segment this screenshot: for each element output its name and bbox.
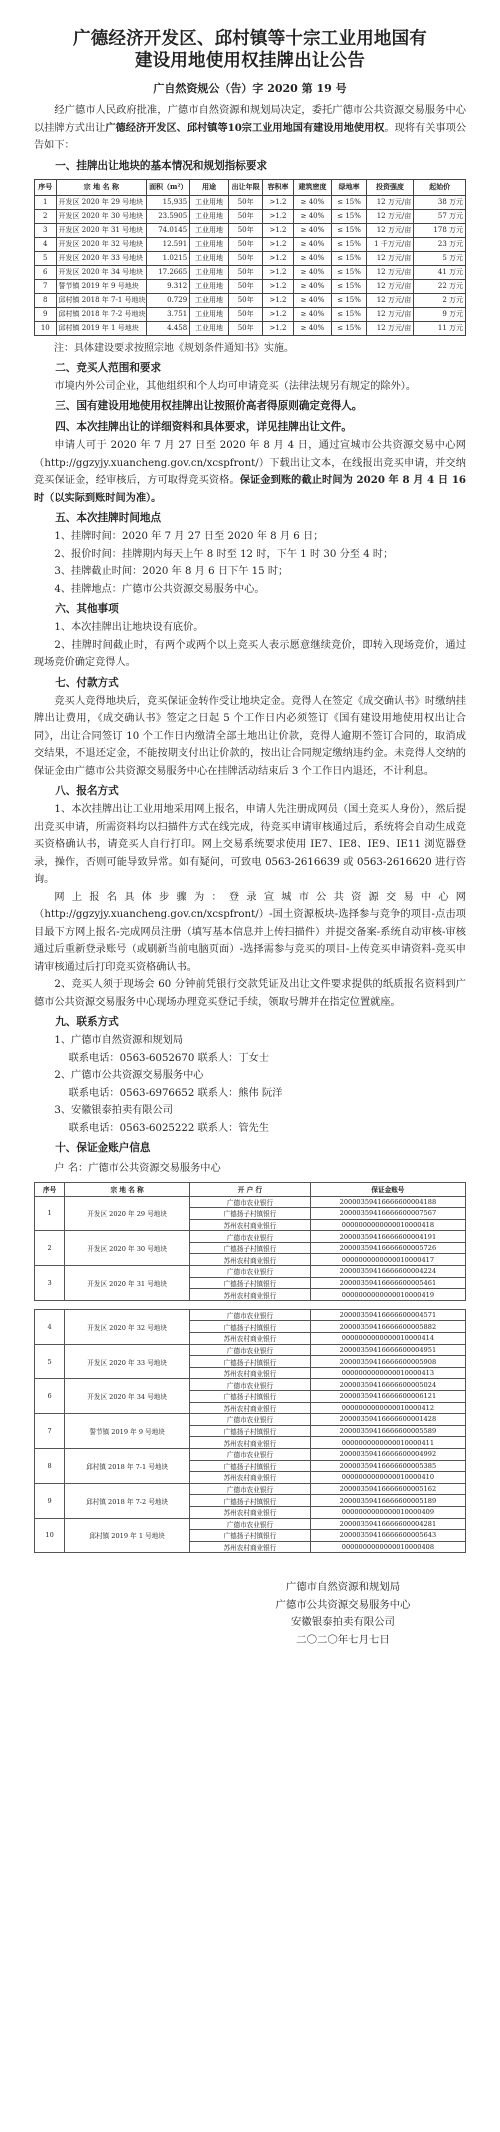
deposit-account-number: 20000359416666600004951 — [310, 1344, 465, 1356]
title-line-1: 广德经济开发区、邱村镇等十宗工业用地国有 — [73, 29, 427, 49]
parcel-cell: ≥ 40% — [293, 293, 332, 307]
account-name: 户 名：广德市公共资源交易服务中心 — [54, 1163, 221, 1174]
parcel-cell: 12 万元/亩 — [366, 195, 413, 209]
parcel-cell: ≥ 40% — [293, 307, 332, 321]
deposit-bank-name: 苏州农村商业银行 — [190, 1254, 311, 1266]
parcel-cell: ≤ 15% — [332, 251, 366, 265]
parcel-table-row — [35, 223, 466, 237]
deposit-table-header — [35, 1182, 466, 1196]
parcel-cell: ≤ 15% — [332, 265, 366, 279]
parcel-cell: >1.2 — [263, 279, 293, 293]
contact-info-1: 联系电话：0563-6052670 联系人：丁女士 — [68, 1052, 269, 1064]
deposit-table-row — [35, 1309, 466, 1321]
section-8-heading: 八、报名方式 — [55, 785, 119, 797]
parcel-cell: 工业用地 — [190, 307, 229, 321]
parcel-cell: >1.2 — [263, 293, 293, 307]
parcel-cell: ≤ 15% — [332, 307, 366, 321]
parcel-header-cell: 绿地率 — [332, 179, 366, 195]
deposit-account-number: 20000359416666600005643 — [310, 1530, 465, 1542]
parcel-cell: 50年 — [228, 307, 262, 321]
deposit-account-number: 20000359416666600004188 — [310, 1196, 465, 1208]
section-5-item-4: 4、挂牌地点：广德市公共资源交易服务中心。 — [54, 583, 265, 595]
deposit-lot-number: 9 — [35, 1483, 65, 1518]
section-2-text: 市境内外公司企业，其他组织和个人均可申请竞买（法律法规另有规定的除外）。 — [54, 380, 417, 392]
section-5-item-3: 3、挂牌截止时间：2020 年 8 月 6 日下午 15 时； — [54, 566, 289, 577]
parcel-cell: 工业用地 — [190, 251, 229, 265]
parcel-cell: 12.591 — [147, 237, 190, 251]
deposit-account-number: 20000359416666600001428 — [310, 1414, 465, 1426]
parcel-cell: 12 万元/亩 — [366, 223, 413, 237]
deposit-lot-number: 5 — [35, 1344, 65, 1379]
parcel-cell: 8 — [35, 293, 57, 307]
deposit-account-number: 20000359416666600004281 — [310, 1518, 465, 1530]
deposit-table-row — [35, 1231, 466, 1243]
deposit-lot-name: 开发区 2020 年 32 号地块 — [65, 1309, 190, 1344]
deposit-lot-number: 2 — [35, 1231, 65, 1266]
contact-info-2: 联系电话：0563-6976652 联系人：熊伟 阮洋 — [68, 1087, 283, 1099]
parcel-cell: 1.0215 — [147, 251, 190, 265]
deposit-bank-name: 广德市农业银行 — [190, 1379, 311, 1391]
parcel-table-row — [35, 307, 466, 321]
parcel-cell: 9.312 — [147, 279, 190, 293]
deposit-bank-name: 广德市农业银行 — [190, 1196, 311, 1208]
deposit-bank-name: 苏州农村商业银行 — [190, 1402, 311, 1414]
parcel-cell: ≤ 15% — [332, 209, 366, 223]
deposit-table-row — [35, 1414, 466, 1426]
parcel-table-row — [35, 279, 466, 293]
section-7-heading: 七、付款方式 — [55, 676, 119, 689]
deposit-bank-name: 苏州农村商业银行 — [190, 1506, 311, 1518]
deposit-account-number: 20000359416666600006121 — [310, 1391, 465, 1403]
contact-org-2: 2、广德市公共资源交易服务中心 — [54, 1070, 204, 1081]
deposit-account-number: 0000000000000010000417 — [310, 1254, 465, 1266]
parcel-cell: ≤ 15% — [332, 321, 366, 335]
deposit-account-number: 0000000000000010000410 — [310, 1472, 465, 1484]
deposit-table-row — [35, 1518, 466, 1530]
parcel-cell: 3.751 — [147, 307, 190, 321]
parcel-cell: 12 万元/亩 — [366, 321, 413, 335]
parcel-header-cell: 宗 地 名 称 — [56, 179, 147, 195]
deposit-account-table-a — [34, 1182, 466, 1301]
parcel-header-cell: 起始价 — [414, 179, 466, 195]
parcel-cell: 178 万元 — [414, 223, 466, 237]
parcel-table-row — [35, 237, 466, 251]
parcel-cell: 12 万元/亩 — [366, 265, 413, 279]
deposit-header-cell: 宗 地 名 称 — [65, 1182, 190, 1196]
section-1-note: 注：具体建设要求按照宗地《规划条件通知书》实施。 — [54, 342, 294, 354]
parcel-cell: ≤ 15% — [332, 279, 366, 293]
parcel-cell: 工业用地 — [190, 321, 229, 335]
parcel-table-row — [35, 209, 466, 223]
deposit-account-table-b — [34, 1309, 466, 1553]
parcel-cell: 工业用地 — [190, 265, 229, 279]
deposit-bank-name: 广德市农业银行 — [190, 1518, 311, 1530]
deposit-bank-name: 广德扬子村镇银行 — [190, 1530, 311, 1542]
deposit-lot-number: 1 — [35, 1196, 65, 1231]
parcel-cell: 50年 — [228, 265, 262, 279]
section-6-item-1: 1、本次挂牌出让地块设有底价。 — [54, 622, 204, 633]
parcel-cell: >1.2 — [263, 307, 293, 321]
parcel-cell: ≥ 40% — [293, 321, 332, 335]
parcel-cell: 9 — [35, 307, 57, 321]
parcel-cell: 4 — [35, 237, 57, 251]
deposit-lot-number: 10 — [35, 1518, 65, 1553]
deposit-bank-name: 苏州农村商业银行 — [190, 1367, 311, 1379]
parcel-header-cell: 用途 — [190, 179, 229, 195]
deposit-account-number: 0000000000000010000408 — [310, 1541, 465, 1553]
section-5-item-2: 2、报价时间：挂牌期内每天上午 8 时至 12 时，下午 1 时 30 分至 4 时； — [54, 548, 394, 560]
deposit-bank-name: 广德扬子村镇银行 — [190, 1356, 311, 1368]
deposit-bank-name: 广德市农业银行 — [190, 1309, 311, 1321]
parcel-cell: 12 万元/亩 — [366, 279, 413, 293]
parcel-cell: 邱村镇 2018 年 7-1 号地块 — [56, 293, 147, 307]
parcel-cell: >1.2 — [263, 237, 293, 251]
deposit-bank-name: 苏州农村商业银行 — [190, 1541, 311, 1553]
section-8-para-3: 2、竞买人须于现场会 60 分钟前凭银行交款凭证及出让文件要求提供的纸质报名资料到广德市公共资源交易服务中心现场办理竞买登记手续，领取号牌并在指定位置就座。 — [34, 979, 466, 1008]
section-4-text — [34, 437, 466, 507]
section-4-text-a: 申请人可于 2020 年 7 月 27 日至 2020 年 8 月 4 日，通过宣城市公共资源交易中心网（http://ggzyjy.xuancheng.gov.cn/xcspfront/）下载出让文本，在线报出竞买申请，并交纳竞买保证金，经审核后，方可取得竞买资格。 — [34, 440, 466, 486]
deposit-bank-name: 广德扬子村镇银行 — [190, 1460, 311, 1472]
parcel-cell: 74.0145 — [147, 223, 190, 237]
parcel-cell: 6 — [35, 265, 57, 279]
parcel-cell: 12 万元/亩 — [366, 209, 413, 223]
parcel-cell: >1.2 — [263, 223, 293, 237]
deposit-lot-name: 开发区 2020 年 29 号地块 — [65, 1196, 190, 1231]
contact-info-3: 联系电话：0563-6025222 联系人：管先生 — [68, 1122, 269, 1134]
intro-paragraph — [34, 102, 466, 155]
deposit-account-number: 20000359416666600005589 — [310, 1425, 465, 1437]
deposit-account-number: 20000359416666600004191 — [310, 1231, 465, 1243]
parcel-cell: 工业用地 — [190, 195, 229, 209]
deposit-bank-name: 广德扬子村镇银行 — [190, 1321, 311, 1333]
deposit-bank-name: 苏州农村商业银行 — [190, 1333, 311, 1345]
parcel-header-cell: 投资强度 — [366, 179, 413, 195]
parcel-cell: 开发区 2020 年 32 号地块 — [56, 237, 147, 251]
parcel-cell: 41 万元 — [414, 265, 466, 279]
parcel-cell: ≥ 40% — [293, 223, 332, 237]
section-7-text: 竞买人竞得地块后，竞买保证金转作受让地块定金。竞得人在签定《成交确认书》时缴纳挂牌出让费用，《成交确认书》签定之日起 5 个工作日内必须签订《国有建设用地使用权出让合同》，出让合同签订 10 个工作日内缴清全部土地出让价款，竞得人逾期不签订合同的，取消成交结果，不退还定金，不能按期支付出让价款的，按出让合同规定缴纳违约金。未竞得人交纳的保证金由广德市公共资源交易服务中心在挂牌活动结束后 3 个工作日内退还，不计利息。 — [34, 695, 466, 777]
deposit-lot-number: 8 — [35, 1448, 65, 1483]
deposit-table-row — [35, 1266, 466, 1278]
parcel-cell: 12 万元/亩 — [366, 307, 413, 321]
deposit-bank-name: 广德市农业银行 — [190, 1414, 311, 1426]
deposit-account-number: 20000359416666600004224 — [310, 1266, 465, 1278]
parcel-cell: 50年 — [228, 209, 262, 223]
parcel-table-header — [35, 179, 466, 195]
deposit-bank-name: 广德扬子村镇银行 — [190, 1495, 311, 1507]
deposit-table-row — [35, 1379, 466, 1391]
deposit-bank-name: 广德市农业银行 — [190, 1231, 311, 1243]
parcel-cell: 邱村镇 2019 年 1 号地块 — [56, 321, 147, 335]
parcel-cell: ≤ 15% — [332, 195, 366, 209]
parcel-cell: ≤ 15% — [332, 293, 366, 307]
parcel-cell: >1.2 — [263, 321, 293, 335]
parcel-cell: 开发区 2020 年 31 号地块 — [56, 223, 147, 237]
parcel-cell: 12 万元/亩 — [366, 251, 413, 265]
parcel-header-cell: 序号 — [35, 179, 57, 195]
title-line-2: 建设用地使用权挂牌出让公告 — [134, 51, 366, 71]
parcel-cell: ≥ 40% — [293, 209, 332, 223]
parcel-cell: 12 万元/亩 — [366, 293, 413, 307]
deposit-bank-name: 苏州农村商业银行 — [190, 1219, 311, 1231]
deposit-bank-name: 广德扬子村镇银行 — [190, 1391, 311, 1403]
deposit-lot-name: 开发区 2020 年 30 号地块 — [65, 1231, 190, 1266]
parcel-cell: 开发区 2020 年 30 号地块 — [56, 209, 147, 223]
parcel-cell: 38 万元 — [414, 195, 466, 209]
deposit-account-number: 20000359416666600005189 — [310, 1495, 465, 1507]
section-6-heading: 六、其他事项 — [55, 603, 119, 615]
parcel-cell: 22 万元 — [414, 279, 466, 293]
parcel-cell: >1.2 — [263, 195, 293, 209]
parcel-cell: ≤ 15% — [332, 237, 366, 251]
parcel-cell: 开发区 2020 年 34 号地块 — [56, 265, 147, 279]
parcel-cell: 7 — [35, 279, 57, 293]
document-title — [34, 28, 466, 72]
deposit-header-cell: 序号 — [35, 1182, 65, 1196]
deposit-lot-number: 3 — [35, 1266, 65, 1301]
parcel-cell: >1.2 — [263, 265, 293, 279]
parcel-cell: 工业用地 — [190, 223, 229, 237]
deposit-lot-number: 6 — [35, 1379, 65, 1414]
parcel-cell: 3 — [35, 223, 57, 237]
deposit-bank-name: 广德市农业银行 — [190, 1483, 311, 1495]
parcel-cell: 17.2665 — [147, 265, 190, 279]
parcel-cell: 50年 — [228, 251, 262, 265]
section-10-heading: 十、保证金账户信息 — [55, 1142, 151, 1154]
parcel-table-row — [35, 293, 466, 307]
deposit-bank-name: 苏州农村商业银行 — [190, 1289, 311, 1301]
deposit-lot-name: 誓节镇 2019 年 9 号地块 — [65, 1414, 190, 1449]
deposit-table-body-a — [35, 1196, 466, 1300]
parcel-cell: 4.458 — [147, 321, 190, 335]
parcel-cell: 誓节镇 2019 年 9 号地块 — [56, 279, 147, 293]
deposit-account-number: 20000359416666600005882 — [310, 1321, 465, 1333]
parcel-cell: 工业用地 — [190, 237, 229, 251]
deposit-lot-name: 开发区 2020 年 34 号地块 — [65, 1379, 190, 1414]
parcel-cell: 开发区 2020 年 29 号地块 — [56, 195, 147, 209]
parcel-cell: 9 万元 — [414, 307, 466, 321]
section-5-heading: 五、本次挂牌时间地点 — [55, 512, 162, 524]
deposit-account-number: 20000359416666600005024 — [310, 1379, 465, 1391]
deposit-table-row — [35, 1448, 466, 1460]
signature-line-3: 安徽银泰拍卖有限公司 — [291, 1616, 395, 1629]
deposit-account-number: 0000000000000010000412 — [310, 1402, 465, 1414]
section-6-item-2: 2、挂牌时间截止时，有两个或两个以上竞买人表示愿意继续竞价，即转入现场竞价，通过现场竞价确定竞得人。 — [34, 639, 466, 668]
parcel-cell: 工业用地 — [190, 293, 229, 307]
deposit-account-number: 20000359416666600005461 — [310, 1277, 465, 1289]
parcel-header-cell: 建筑密度 — [293, 179, 332, 195]
parcel-cell: 23.5905 — [147, 209, 190, 223]
contact-org-1: 1、广德市自然资源和规划局 — [54, 1035, 184, 1046]
deposit-bank-name: 广德市农业银行 — [190, 1266, 311, 1278]
section-2-heading: 二、竞买人范围和要求 — [55, 361, 162, 374]
deposit-account-number: 20000359416666600005726 — [310, 1242, 465, 1254]
parcel-cell: 23 万元 — [414, 237, 466, 251]
parcel-cell: 5 — [35, 251, 57, 265]
section-9-heading: 九、联系方式 — [55, 1016, 119, 1028]
deposit-bank-name: 广德扬子村镇银行 — [190, 1208, 311, 1220]
section-5-item-1: 1、挂牌时间：2020 年 7 月 27 日至 2020 年 8 月 6 日； — [54, 531, 324, 542]
deposit-table-body-b — [35, 1309, 466, 1552]
contact-org-3: 3、安徽银泰拍卖有限公司 — [54, 1105, 173, 1116]
parcel-cell: 57 万元 — [414, 209, 466, 223]
deposit-bank-name: 广德扬子村镇银行 — [190, 1425, 311, 1437]
deposit-bank-name: 广德市农业银行 — [190, 1344, 311, 1356]
section-3-heading: 三、国有建设用地使用权挂牌出让按照价高者得原则确定竞得人。 — [55, 400, 363, 412]
parcel-cell: ≥ 40% — [293, 251, 332, 265]
deposit-lot-name: 邱村镇 2018 年 7-2 号地块 — [65, 1483, 190, 1518]
deposit-account-number: 0000000000000010000413 — [310, 1367, 465, 1379]
deposit-table-row — [35, 1196, 466, 1208]
deposit-table-row — [35, 1483, 466, 1495]
deposit-account-number: 20000359416666600005162 — [310, 1483, 465, 1495]
signature-line-1: 广德市自然资源和规划局 — [285, 1581, 401, 1594]
parcel-cell: 2 万元 — [414, 293, 466, 307]
intro-text-a: 经广德市人民政府批准，广德市自然资源和规划局决定，委托广德市公共资源交易服务中心以挂牌方式出让 — [34, 105, 466, 134]
parcel-table-row — [35, 251, 466, 265]
parcel-table-row — [35, 195, 466, 209]
parcel-cell: 0.729 — [147, 293, 190, 307]
parcel-cell: >1.2 — [263, 209, 293, 223]
deposit-header-cell: 保证金账号 — [310, 1182, 465, 1196]
parcel-cell: 50年 — [228, 223, 262, 237]
parcel-cell: ≥ 40% — [293, 195, 332, 209]
parcel-table-row — [35, 265, 466, 279]
parcel-cell: 50年 — [228, 279, 262, 293]
parcel-cell: 工业用地 — [190, 279, 229, 293]
parcel-cell: 邱村镇 2018 年 7-2 号地块 — [56, 307, 147, 321]
deposit-account-number: 0000000000000010000411 — [310, 1437, 465, 1449]
deposit-lot-name: 邱村镇 2018 年 7-1 号地块 — [65, 1448, 190, 1483]
parcel-cell: 10 — [35, 321, 57, 335]
parcel-cell: >1.2 — [263, 251, 293, 265]
section-8-para-1: 1、本次挂牌出让工业用地采用网上报名，申请人先注册成网员（国土竞买人身份），然后提出竞买申请，所需资料均以扫描件方式在线完成，待竞买申请审核通过后，系统将会自动生成竞买资格确认书，请竞买人自行打印。网上交易系统要求使用 IE7、IE8、IE9、IE11 浏览器登录，操作，否则可能导致异常。如有疑问，可致电 0563-2616639 或 0563-2616620 进行咨询。 — [34, 804, 466, 885]
parcel-cell: 50年 — [228, 195, 262, 209]
parcel-cell: 15,935 — [147, 195, 190, 209]
section-4-heading: 四、本次挂牌出让的详细资料和具体要求，详见挂牌出让文件。 — [55, 421, 352, 433]
deposit-bank-name: 苏州农村商业银行 — [190, 1437, 311, 1449]
parcel-cell: 11 万元 — [414, 321, 466, 335]
deposit-account-number: 0000000000000010000419 — [310, 1289, 465, 1301]
parcel-cell: 1 千万元/亩 — [366, 237, 413, 251]
parcel-cell: ≤ 15% — [332, 223, 366, 237]
intro-text-b: 。现将有关事项公告如下： — [34, 122, 467, 151]
parcel-cell: 开发区 2020 年 33 号地块 — [56, 251, 147, 265]
parcel-table — [34, 179, 466, 336]
parcel-table-row — [35, 321, 466, 335]
deposit-bank-name: 广德扬子村镇银行 — [190, 1242, 311, 1254]
document-number: 广自然资规公（告）字 2020 第 19 号 — [153, 82, 347, 95]
signature-line-2: 广德市公共资源交易服务中心 — [275, 1598, 411, 1611]
parcel-cell: ≥ 40% — [293, 265, 332, 279]
deposit-bank-name: 广德市农业银行 — [190, 1448, 311, 1460]
deposit-account-number: 20000359416666600005385 — [310, 1460, 465, 1472]
deposit-account-number: 20000359416666600004992 — [310, 1448, 465, 1460]
parcel-cell: ≥ 40% — [293, 237, 332, 251]
section-1-heading: 一、挂牌出让地块的基本情况和规划指标要求 — [55, 159, 268, 172]
parcel-cell: 2 — [35, 209, 57, 223]
deposit-bank-name: 苏州农村商业银行 — [190, 1472, 311, 1484]
signature-block — [34, 1579, 466, 1649]
parcel-cell: 50年 — [228, 321, 262, 335]
signature-date: 二〇二〇年七月七日 — [296, 1633, 390, 1646]
parcel-cell: 5 万元 — [414, 251, 466, 265]
parcel-cell: 工业用地 — [190, 209, 229, 223]
deposit-account-number: 0000000000000010000409 — [310, 1506, 465, 1518]
deposit-account-number: 20000359416666600004571 — [310, 1309, 465, 1321]
parcel-cell: ≥ 40% — [293, 279, 332, 293]
section-8-para-2: 网上报名具体步骤为：登录宣城市公共资源交易中心网（http://ggzyjy.xuancheng.gov.cn/xcspfront/）-国土资源板块-选择参与竞争的项目-点击项目最下方网上报名-完成网员注册（填写基本信息并上传扫描件）并提交备案-系统自动审核-审核通过后重新登录账号（或刷新当前电脑页面）-选择需参与竞买的项目-上传竞买申请资料-竞买申请审核通过后打印竞买资格确认书。 — [34, 891, 466, 973]
deposit-header-cell: 开 户 行 — [190, 1182, 311, 1196]
deposit-lot-number: 7 — [35, 1414, 65, 1449]
deposit-lot-name: 开发区 2020 年 33 号地块 — [65, 1344, 190, 1379]
intro-bold-text: 广德经济开发区、邱村镇等10宗工业用地国有建设用地使用权 — [105, 121, 385, 134]
parcel-table-body — [35, 195, 466, 335]
deposit-account-number: 0000000000000010000414 — [310, 1333, 465, 1345]
parcel-cell: 1 — [35, 195, 57, 209]
deposit-lot-number: 4 — [35, 1309, 65, 1344]
deposit-table-row — [35, 1344, 466, 1356]
section-4-deadline: 保证金到账的截止时间为 2020 年 8 月 4 日 16 时（以实际到账时间为准）。 — [34, 474, 466, 504]
deposit-lot-name: 邱村镇 2019 年 1 号地块 — [65, 1518, 190, 1553]
deposit-account-number: 0000000000000010000418 — [310, 1219, 465, 1231]
deposit-account-number: 20000359416666600007567 — [310, 1208, 465, 1220]
parcel-cell: 50年 — [228, 293, 262, 307]
parcel-cell: 50年 — [228, 237, 262, 251]
deposit-lot-name: 开发区 2020 年 31 号地块 — [65, 1266, 190, 1301]
parcel-header-cell: 容积率 — [263, 179, 293, 195]
parcel-header-cell: 面积（m²） — [147, 179, 190, 195]
deposit-account-number: 20000359416666600005908 — [310, 1356, 465, 1368]
deposit-bank-name: 广德扬子村镇银行 — [190, 1277, 311, 1289]
parcel-header-cell: 出让年限 — [228, 179, 262, 195]
